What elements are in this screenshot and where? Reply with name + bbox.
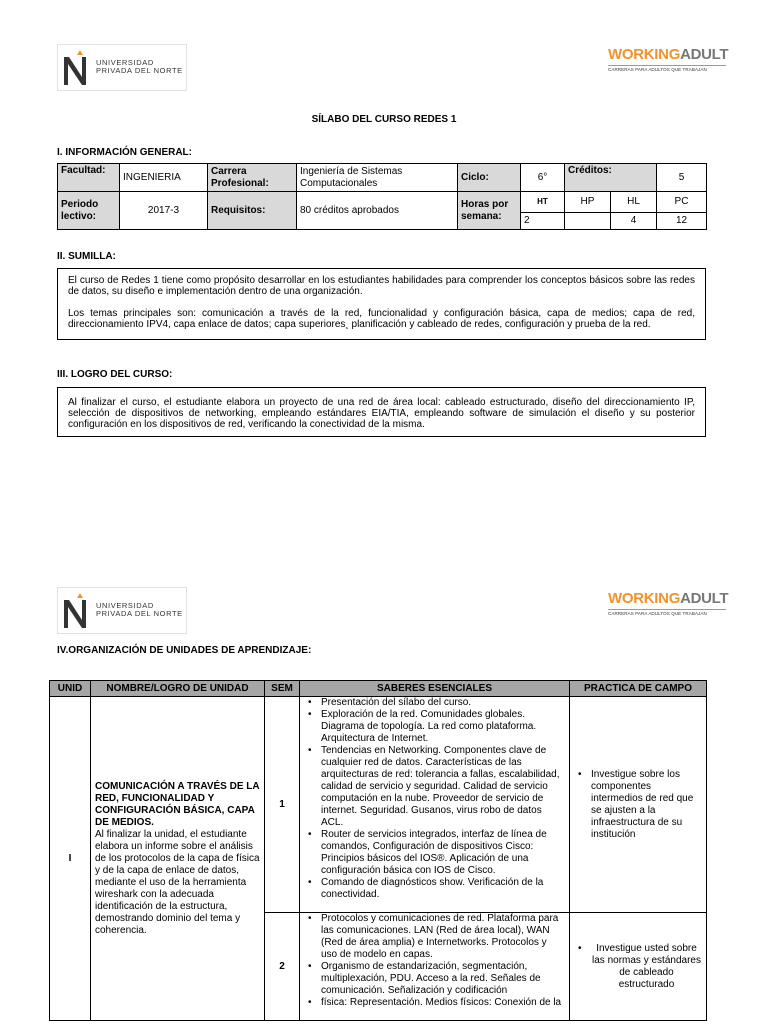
university-logo bbox=[57, 44, 187, 91]
units-header-row bbox=[50, 681, 707, 697]
pc-label: PC bbox=[657, 192, 707, 213]
list-item: • Presentación del sílabo del curso. bbox=[304, 697, 565, 709]
section-2-title: II. SUMILLA: bbox=[57, 251, 116, 262]
brand-right: ADULT bbox=[680, 46, 729, 63]
brand-left: WORKING bbox=[608, 46, 681, 63]
pc-value: 12 bbox=[657, 213, 707, 230]
brand-tagline: CARRERAS PARA ADULTOS QUE TRABAJAN bbox=[608, 67, 707, 72]
carrera-label: Carrera Profesional: bbox=[208, 164, 297, 192]
list-item: • Investigue sobre los componentes intermedios de red que se ajusten a la infraestructura de su institución bbox=[574, 769, 702, 841]
list-item: • Tendencias en Networking. Componentes clave de cualquier red de datos. Características de las arquitecturas de red: tolerancia a fallas, escalabilidad, calidad de servicio y seguridad. Calidad de servicio computación en la nube. Proveedor de servicio de internet. Seguridad. Gusanos, virus robo de datos ACL. bbox=[304, 745, 565, 829]
hp-label: HP bbox=[565, 192, 611, 213]
logo-text-line1: UNIVERSIDAD bbox=[96, 58, 154, 67]
ciclo-label: Ciclo: bbox=[458, 164, 521, 192]
requisitos-label: Requisitos: bbox=[208, 192, 297, 230]
creditos-label: Créditos: bbox=[565, 164, 657, 192]
section-3-title: III. LOGRO DEL CURSO: bbox=[57, 369, 173, 380]
brand-left: WORKING bbox=[608, 590, 681, 607]
header-practica: PRACTICA DE CAMPO bbox=[570, 681, 707, 697]
saberes-cell bbox=[300, 913, 570, 1021]
document-title: SÍLABO DEL CURSO REDES 1 bbox=[311, 114, 457, 125]
saberes-list bbox=[304, 913, 565, 1009]
periodo-label: Periodo lectivo: bbox=[58, 192, 120, 230]
brand-tagline: CARRERAS PARA ADULTOS QUE TRABAJAN bbox=[608, 611, 707, 616]
university-logo-page2 bbox=[57, 587, 187, 634]
working-adult-logo-page2 bbox=[608, 591, 728, 616]
upn-n-logo-icon bbox=[61, 592, 91, 630]
section-1-title: I. INFORMACIÓN GENERAL: bbox=[57, 147, 192, 158]
header-saberes: SABERES ESENCIALES bbox=[300, 681, 570, 697]
list-item: • Protocolos y comunicaciones de red. Plataforma para las comunicaciones. LAN (Red de área local), WAN (Red de área amplia) e Internetworks. Protocolos y uso de modelo en capas. bbox=[304, 913, 565, 961]
units-table bbox=[49, 680, 707, 1021]
ciclo-value: 6° bbox=[521, 164, 565, 192]
list-item: • Organismo de estandarización, segmentación, multiplexación, PDU. Acceso a la red. Señales de comunicación. Señalización y codificación bbox=[304, 961, 565, 997]
upn-n-logo-icon bbox=[61, 49, 91, 87]
practica-cell bbox=[570, 697, 707, 913]
logo-text-line2: PRIVADA DEL NORTE bbox=[96, 609, 183, 618]
week-number: 2 bbox=[265, 913, 300, 1021]
sumilla-paragraph-2: Los temas principales son: comunicación a través de la red, funcionalidad y configuración básica, capa de medios; capa de red, direccionamiento IPV4, capa enlace de datos; capa superiores¸ planificación y cableado de redes, configuración y prueba de la red. bbox=[68, 308, 695, 330]
creditos-value: 5 bbox=[657, 164, 707, 192]
header-nombre: NOMBRE/LOGRO DE UNIDAD bbox=[91, 681, 265, 697]
logro-text: Al finalizar el curso, el estudiante elabora un proyecto de una red de área local: cableado estructurado, diseño del direccionamiento IP, selección de dispositivos de networking, empleando estándares EIA/TIA, empleando software de simulación el diseño y su posterior configuración en los dispositivos de red, verificando la conectividad de la misma. bbox=[68, 397, 695, 430]
logo-text-line1: UNIVERSIDAD bbox=[96, 601, 154, 610]
logo-text-line2: PRIVADA DEL NORTE bbox=[96, 66, 183, 75]
list-item: • Investigue usted sobre las normas y estándares de cableado estructurado bbox=[574, 943, 702, 991]
requisitos-value: 80 créditos aprobados bbox=[297, 192, 458, 230]
header-sem: SEM bbox=[265, 681, 300, 697]
section-4-title: IV.ORGANIZACIÓN DE UNIDADES DE APRENDIZAJE: bbox=[57, 645, 312, 656]
unit-title: COMUNICACIÓN A TRAVÉS DE LA RED, FUNCIONALIDAD Y CONFIGURACIÓN BÁSICA, CAPA DE MEDIOS. bbox=[95, 780, 260, 828]
periodo-value: 2017-3 bbox=[120, 192, 208, 230]
sumilla-paragraph-1: El curso de Redes 1 tiene como propósito desarrollar en los estudiantes habilidades para comprender los conceptos básicos sobre las redes de datos, su diseño e implementación dentro de una organización. bbox=[68, 275, 695, 297]
sumilla-box bbox=[57, 268, 706, 340]
hl-label: HL bbox=[611, 192, 657, 213]
brand-divider bbox=[608, 65, 726, 66]
week-number: 1 bbox=[265, 697, 300, 913]
unit-number: I bbox=[50, 697, 91, 1021]
hl-value: 4 bbox=[611, 213, 657, 230]
ht-value: 2 bbox=[521, 213, 565, 230]
header-unid: UNID bbox=[50, 681, 91, 697]
brand-right: ADULT bbox=[680, 590, 729, 607]
hp-value bbox=[565, 213, 611, 230]
facultad-label: Facultad: bbox=[58, 164, 120, 192]
brand-divider bbox=[608, 609, 726, 610]
list-item: • Router de servicios integrados, interfaz de línea de comandos, Configuración de dispositivos Cisco: Principios básicos del IOS®. Aplicación de una configuración básica con IOS de Cisco. bbox=[304, 829, 565, 877]
list-item: • física: Representación. Medios físicos: Conexión de la bbox=[304, 997, 565, 1009]
saberes-cell bbox=[300, 697, 570, 913]
unit-name-cell bbox=[91, 697, 265, 1021]
table-row bbox=[50, 697, 707, 913]
practica-cell bbox=[570, 913, 707, 1021]
horas-label: Horas por semana: bbox=[458, 192, 521, 230]
general-info-table bbox=[57, 163, 707, 230]
list-item: • Exploración de la red. Comunidades globales. Diagrama de topología. La red como plataforma. Arquitectura de Internet. bbox=[304, 709, 565, 745]
ht-label: HT bbox=[521, 192, 565, 213]
working-adult-logo bbox=[608, 47, 728, 72]
carrera-value: Ingeniería de Sistemas Computacionales bbox=[297, 164, 458, 192]
logro-box bbox=[57, 387, 706, 437]
unit-logro: Al finalizar la unidad, el estudiante elabora un informe sobre el análisis de los protocolos de la capa de física y de la capa de enlace de datos, mediante el uso de la herramienta wireshark con la adecuada identificación de la estructura, demostrando dominio del tema y coherencia. bbox=[95, 828, 260, 936]
list-item: • Comando de diagnósticos show. Verificación de la conectividad. bbox=[304, 877, 565, 901]
saberes-list bbox=[304, 697, 565, 901]
facultad-value: INGENIERIA bbox=[120, 164, 208, 192]
